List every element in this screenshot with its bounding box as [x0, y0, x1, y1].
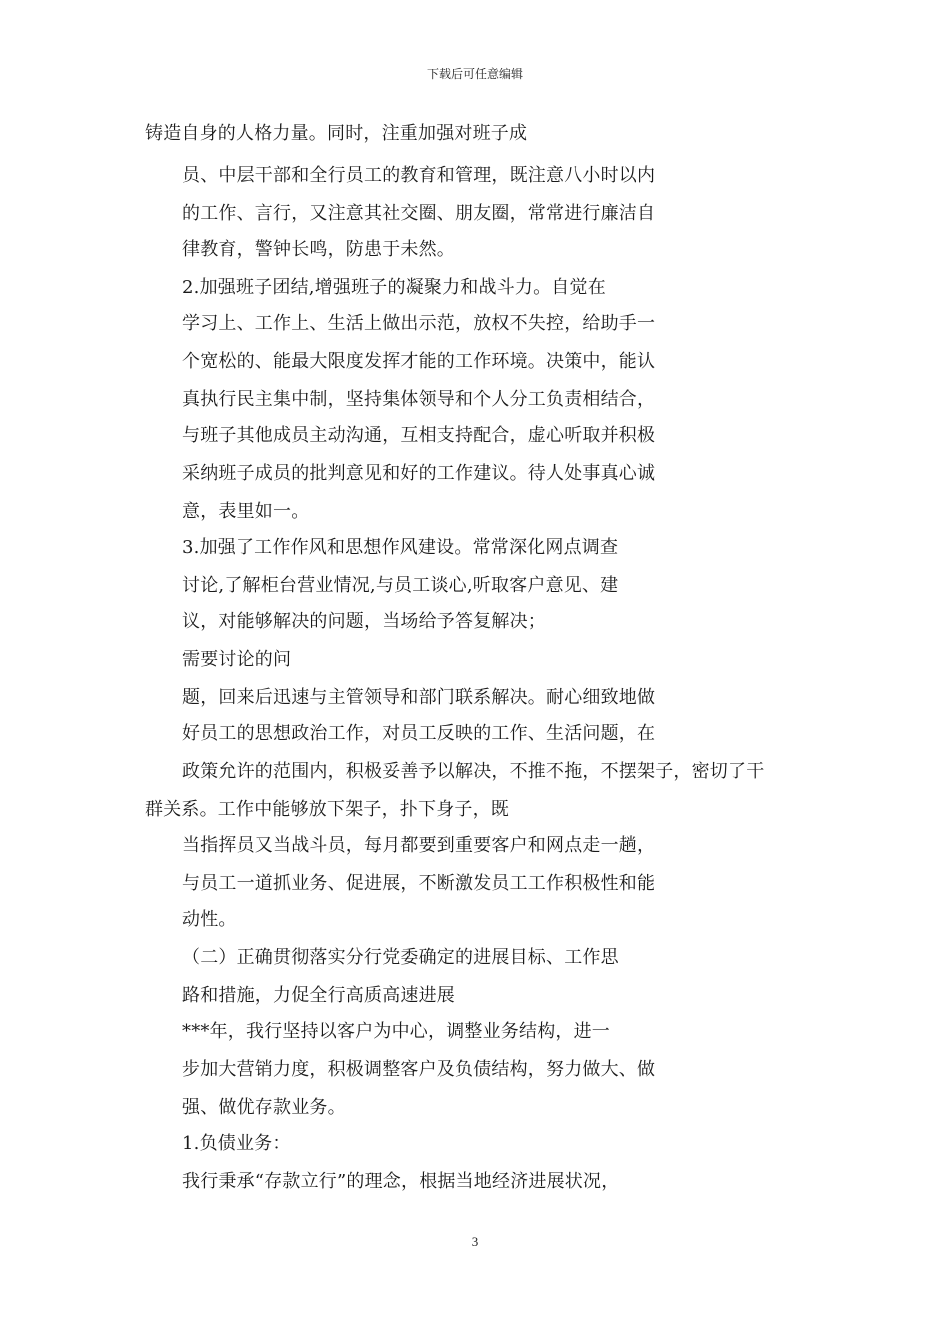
text-line: 好员工的思想政治工作，对员工反映的工作、生活问题，在	[182, 723, 656, 744]
text-line: 1.负债业务：	[182, 1133, 291, 1154]
text-line: 铸造自身的人格力量。同时，注重加强对班子成	[145, 123, 528, 144]
text-line: 强、做优存款业务。	[182, 1097, 346, 1118]
text-line: 步加大营销力度，积极调整客户及负债结构，努力做大、做	[182, 1059, 656, 1080]
text-line: 群关系。工作中能够放下架子，扑下身子，既	[145, 799, 509, 820]
text-line: 的工作、言行，又注意其社交圈、朋友圈，常常进行廉洁自	[182, 203, 656, 224]
text-line: 与员工一道抓业务、促进展，不断激发员工工作积极性和能	[182, 873, 656, 894]
page-number: 3	[471, 1234, 479, 1249]
text-line: 需要讨论的问	[182, 649, 292, 670]
text-line: 学习上、工作上、生活上做出示范，放权不失控，给助手一	[182, 313, 656, 334]
text-line: 个宽松的、能最大限度发挥才能的工作环境。决策中，能认	[182, 351, 656, 372]
text-line: ***年，我行坚持以客户为中心，调整业务结构，进一	[182, 1021, 610, 1042]
text-line: 采纳班子成员的批判意见和好的工作建议。待人处事真心诚	[182, 463, 656, 484]
text-line: 讨论,了解柜台营业情况,与员工谈心,听取客户意见、建	[182, 575, 619, 596]
text-line: 题，回来后迅速与主管领导和部门联系解决。耐心细致地做	[182, 687, 656, 708]
text-line: 当指挥员又当战斗员，每月都要到重要客户和网点走一趟，	[182, 835, 656, 856]
text-line: 议，对能够解决的问题，当场给予答复解决；	[182, 611, 546, 632]
text-line: 2.加强班子团结,增强班子的凝聚力和战斗力。自觉在	[182, 277, 606, 298]
text-line: 真执行民主集中制，坚持集体领导和个人分工负责相结合，	[182, 389, 656, 410]
text-line: 律教育，警钟长鸣，防患于未然。	[182, 239, 455, 260]
text-line: 动性。	[182, 909, 237, 930]
text-line: 3.加强了工作作风和思想作风建设。常常深化网点调查	[182, 537, 619, 558]
text-line: 与班子其他成员主动沟通，互相支持配合，虚心听取并积极	[182, 425, 656, 446]
header-note: 下载后可任意编辑	[426, 67, 523, 81]
text-line: 路和措施，力促全行高质高速进展	[182, 985, 455, 1006]
text-line: 我行秉承“存款立行”的理念，根据当地经济进展状况，	[182, 1171, 620, 1192]
text-line: 政策允许的范围内，积极妥善予以解决，不推不拖，不摆架子，密切了干	[182, 761, 765, 782]
text-line: （二）正确贯彻落实分行党委确定的进展目标、工作思	[182, 947, 619, 968]
text-line: 意，表里如一。	[182, 501, 310, 522]
text-line: 员、中层干部和全行员工的教育和管理，既注意八小时以内	[182, 165, 656, 186]
